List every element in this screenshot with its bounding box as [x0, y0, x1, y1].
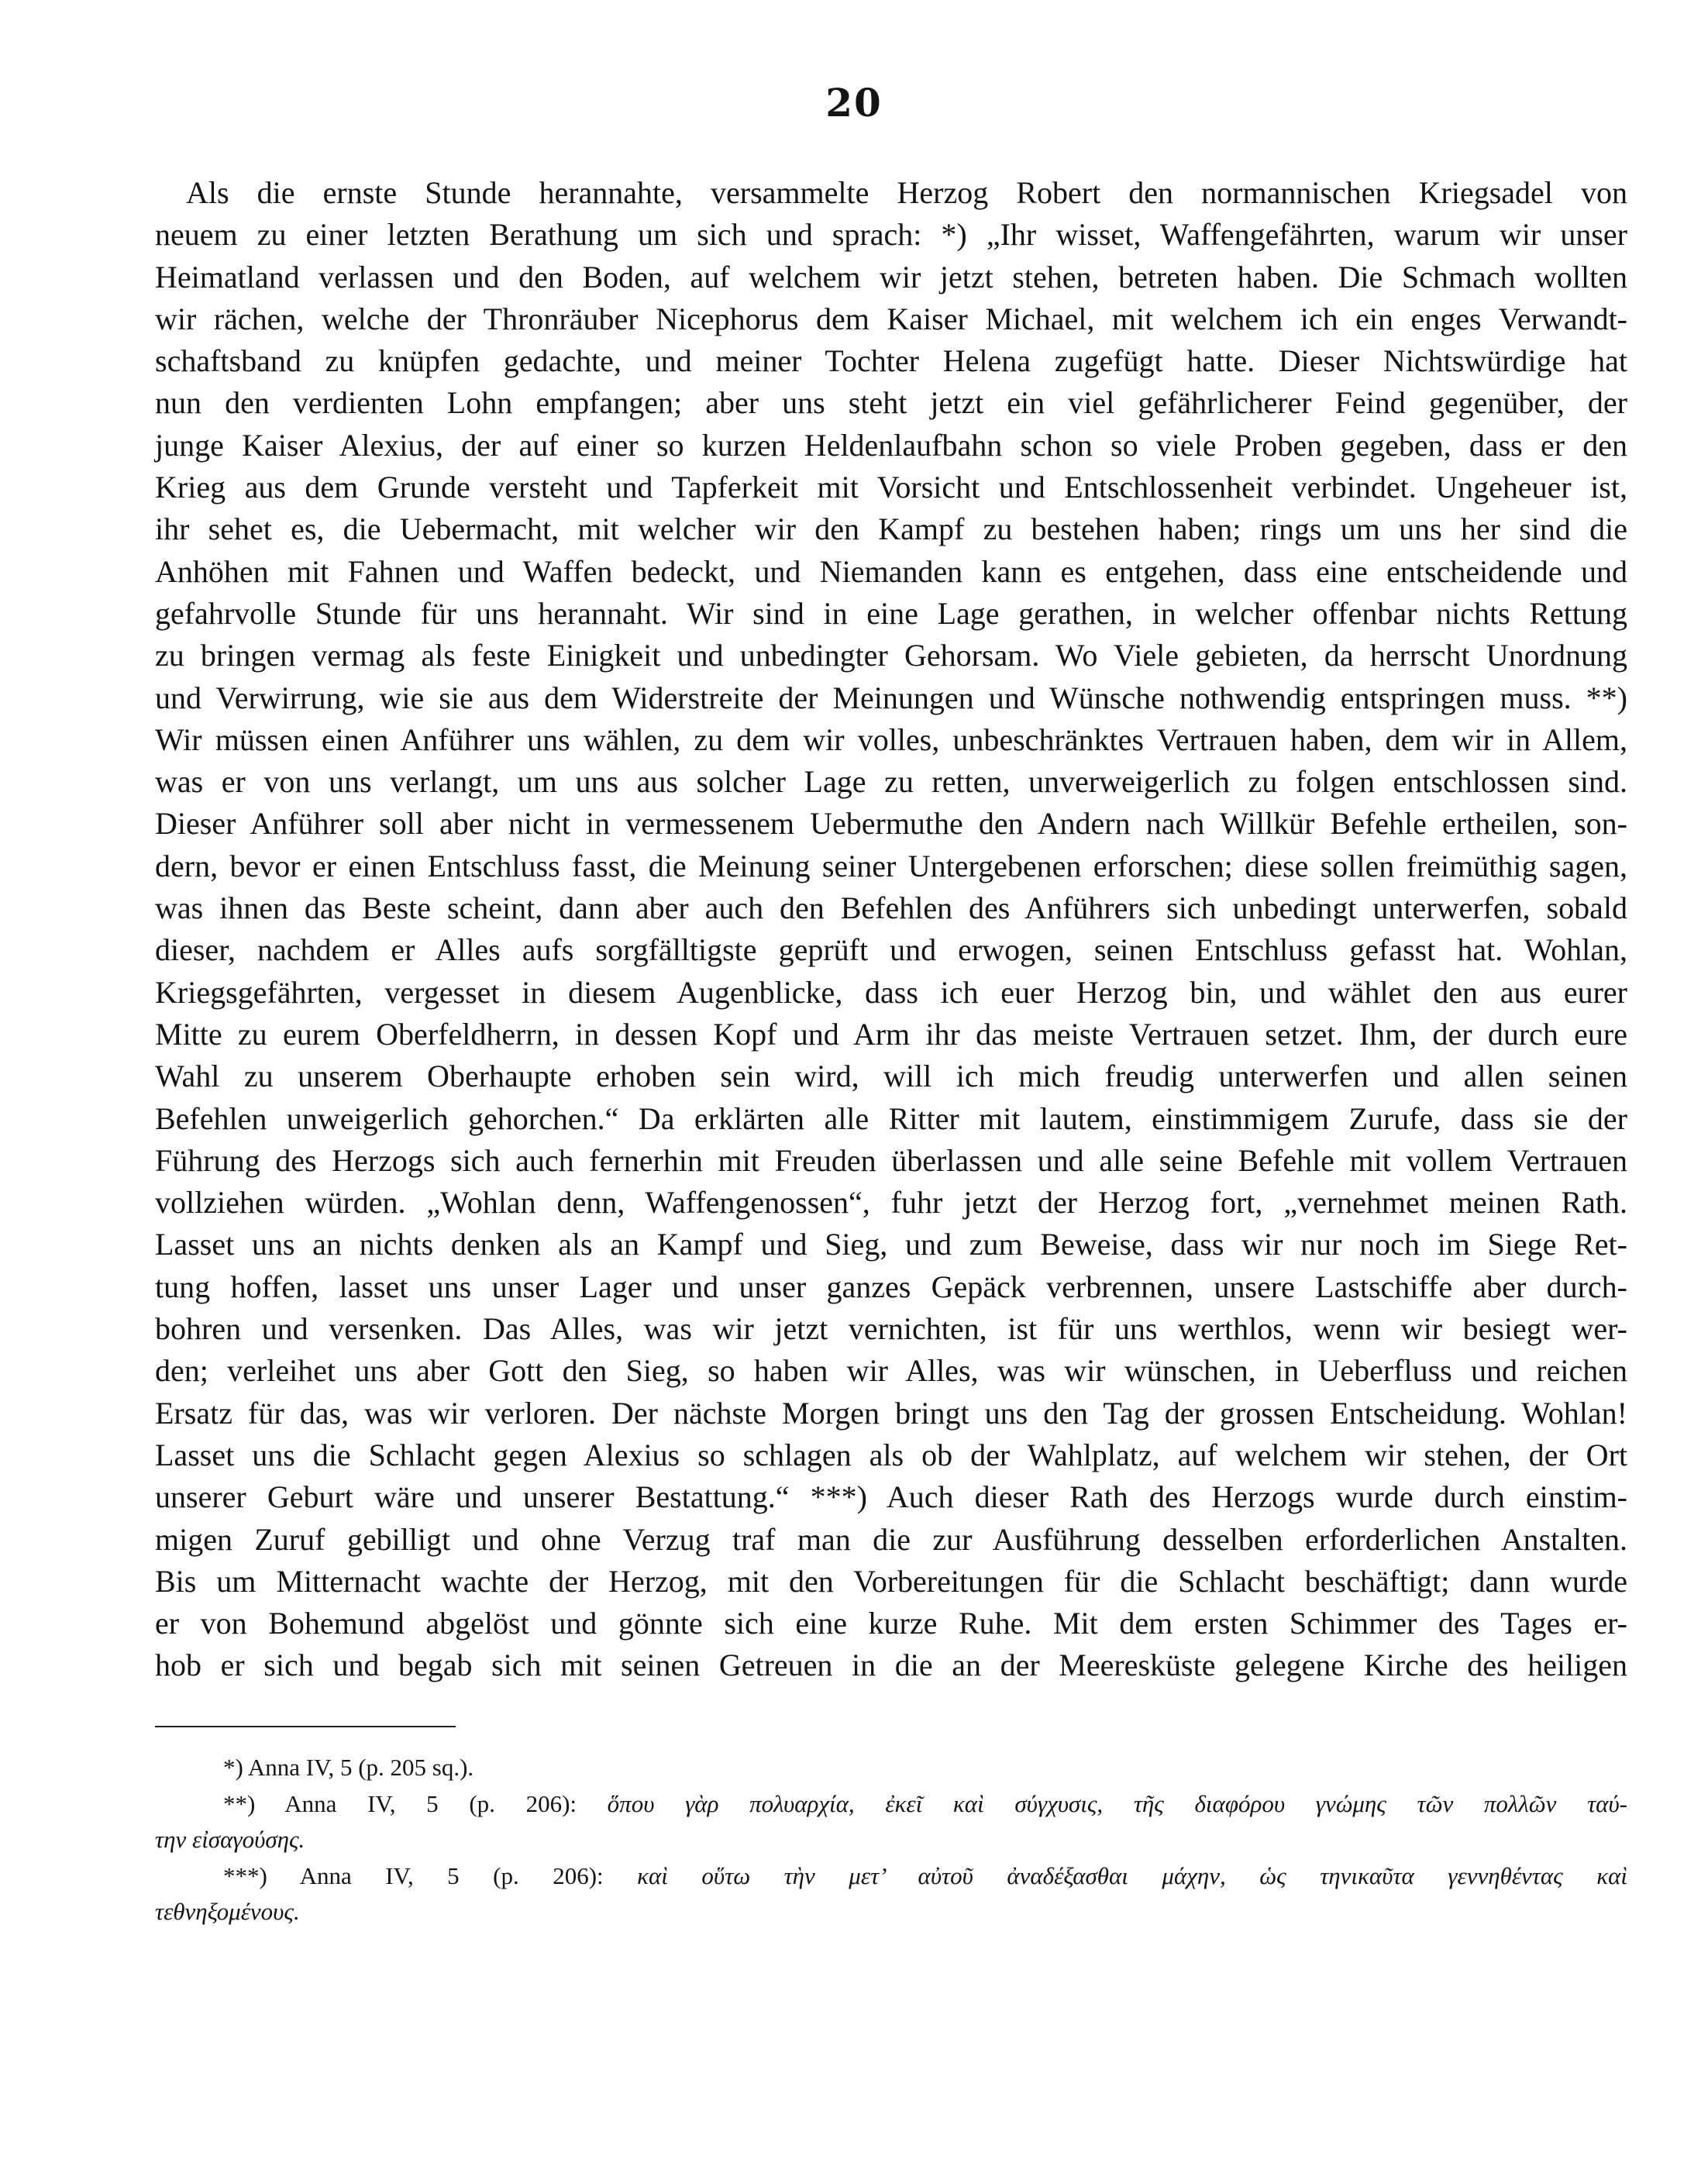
- text-line: ihr sehet es, die Uebermacht, mit welcher wir den Kampf zu bestehen haben; rings um uns her sind die: [155, 511, 1627, 547]
- text-line: was ihnen das Beste scheint, dann aber auch den Befehlen des Anführers sich unbedingt unterwerfen, sobald: [155, 890, 1627, 926]
- text-line: den; verleihet uns aber Gott den Sieg, so haben wir Alles, was wir wünschen, in Ueberfluss und reichen: [155, 1353, 1627, 1389]
- footnote-1: *) Anna IV, 5 (p. 205 sq.).: [223, 1754, 474, 1781]
- text-line: zu bringen vermag als feste Einigkeit und unbedingter Gehorsam. Wo Viele gebieten, da herrscht Unordnung: [155, 638, 1627, 673]
- text-line: schaftsband zu knüpfen gedachte, und meiner Tochter Helena zugefügt hatte. Dieser Nichtswürdige hat: [155, 343, 1627, 379]
- text-line: Bis um Mitternacht wachte der Herzog, mit den Vorbereitungen für die Schlacht beschäftigt; dann wurde: [155, 1563, 1627, 1599]
- body-text: [155, 172, 1627, 1687]
- text-line: Anhöhen mit Fahnen und Waffen bedeckt, und Niemanden kann es entgehen, dass eine entscheidende und: [155, 553, 1627, 589]
- footnote-2-greek: ὅπου γὰρ πολυαρχία, ἐκεῖ καὶ σύγχυσις, τῆς διαφόρου γνώμης τῶν πολλῶν ταύ-: [607, 1789, 1628, 1817]
- footnote-3-continuation: τεθνηξομένους.: [155, 1898, 300, 1925]
- text-line: Heimatland verlassen und den Boden, auf welchem wir jetzt stehen, betreten haben. Die Schmach wollten: [155, 259, 1627, 294]
- text-line: vollziehen würden. „Wohlan denn, Waffengenossen“, fuhr jetzt der Herzog fort, „vernehmet meinen Rath.: [155, 1185, 1627, 1221]
- text-line: nun den verdienten Lohn empfangen; aber uns steht jetzt ein viel gefährlicherer Feind gegenüber, der: [155, 385, 1627, 421]
- text-line: Dieser Anführer soll aber nicht in vermessenem Uebermuthe den Andern nach Willkür Befehle ertheilen, son-: [155, 806, 1627, 842]
- footnote-3: [155, 1858, 1627, 1895]
- text-line: Als die ernste Stunde herannahte, versammelte Herzog Robert den normannischen Kriegsadel von: [186, 175, 1627, 210]
- text-line: Kriegsgefährten, vergesset in diesem Augenblicke, dass ich euer Herzog bin, und wählet den aus eurer: [155, 974, 1627, 1010]
- text-line: und Verwirrung, wie sie aus dem Widerstreite der Meinungen und Wünsche nothwendig entspringen muss. **): [155, 680, 1627, 715]
- footnote-3-greek: καὶ οὕτω τὴν μετ’ αὐτοῦ ἀναδέξασθαι μάχην, ὡς τηνικαῦτα γεννηθέντας καὶ: [637, 1861, 1627, 1889]
- text-line: Befehlen unweigerlich gehorchen.“ Da erklärten alle Ritter mit lautem, einstimmigem Zurufe, dass sie der: [155, 1100, 1627, 1136]
- footnote-divider: [155, 1726, 456, 1727]
- footnote-2-continuation: την εἰσαγούσης.: [155, 1826, 305, 1853]
- text-line: Wahl zu unserem Oberhaupte erhoben sein wird, will ich mich freudig unterwerfen und allen seinen: [155, 1059, 1627, 1094]
- footnote-2: [155, 1786, 1627, 1823]
- text-line: junge Kaiser Alexius, der auf einer so kurzen Heldenlaufbahn schon so viele Proben gegeben, dass er den: [155, 427, 1627, 463]
- text-line: wir rächen, welche der Thronräuber Nicephorus dem Kaiser Michael, mit welchem ich ein enges Verwandt-: [155, 301, 1627, 336]
- footnote-3-reference: ***) Anna IV, 5 (p. 206):: [223, 1861, 604, 1889]
- text-line: neuem zu einer letzten Berathung um sich und sprach: *) „Ihr wisset, Waffengefährten, warum wir unser: [155, 217, 1627, 253]
- text-line: Lasset uns an nichts denken als an Kampf und Sieg, und zum Beweise, dass wir nur noch im Siege Ret-: [155, 1227, 1627, 1262]
- text-line: Mitte zu eurem Oberfeldherrn, in dessen Kopf und Arm ihr das meiste Vertrauen setzet. Ihm, der durch eure: [155, 1016, 1627, 1052]
- text-line: Ersatz für das, was wir verloren. Der nächste Morgen bringt uns den Tag der grossen Entscheidung. Wohlan!: [155, 1395, 1627, 1431]
- text-line: Lasset uns die Schlacht gegen Alexius so schlagen als ob der Wahlplatz, auf welchem wir stehen, der Ort: [155, 1437, 1627, 1472]
- text-line: Wir müssen einen Anführer uns wählen, zu dem wir volles, unbeschränktes Vertrauen haben, dem wir in Allem,: [155, 721, 1627, 757]
- text-line: Führung des Herzogs sich auch fernerhin mit Freuden überlassen und alle seine Befehle mit vollem Vertrauen: [155, 1142, 1627, 1178]
- text-line: gefahrvolle Stunde für uns herannaht. Wir sind in eine Lage gerathen, in welcher offenbar nichts Rettung: [155, 595, 1627, 631]
- text-line: migen Zuruf gebilligt und ohne Verzug traf man die zur Ausführung desselben erforderlichen Anstalten.: [155, 1521, 1627, 1557]
- text-line: was er von uns verlangt, um uns aus solcher Lage zu retten, unverweigerlich zu folgen entschlossen sind.: [155, 764, 1627, 800]
- text-line: dern, bevor er einen Entschluss fasst, die Meinung seiner Untergebenen erforschen; diese sollen freimüthig sagen,: [155, 848, 1627, 883]
- page-number: 20: [825, 80, 883, 126]
- footnotes: [155, 1750, 1627, 1930]
- text-line: hob er sich und begab sich mit seinen Getreuen in die an der Meeresküste gelegene Kirche des heiligen: [155, 1648, 1627, 1683]
- text-line: unserer Geburt wäre und unserer Bestattung.“ ***) Auch dieser Rath des Herzogs wurde durch einstim-: [155, 1479, 1627, 1515]
- text-line: tung hoffen, lasset uns unser Lager und unser ganzes Gepäck verbrennen, unsere Lastschiffe aber durch-: [155, 1269, 1627, 1304]
- footnote-2-reference: **) Anna IV, 5 (p. 206):: [223, 1789, 577, 1817]
- text-line: dieser, nachdem er Alles aufs sorgfälltigste geprüft und erwogen, seinen Entschluss gefasst hat. Wohlan,: [155, 932, 1627, 968]
- text-line: bohren und versenken. Das Alles, was wir jetzt vernichten, ist für uns werthlos, wenn wir besiegt wer-: [155, 1311, 1627, 1347]
- text-line: Krieg aus dem Grunde versteht und Tapferkeit mit Vorsicht und Entschlossenheit verbindet. Ungeheuer ist,: [155, 470, 1627, 505]
- text-line: er von Bohemund abgelöst und gönnte sich eine kurze Ruhe. Mit dem ersten Schimmer des Tages er-: [155, 1606, 1627, 1641]
